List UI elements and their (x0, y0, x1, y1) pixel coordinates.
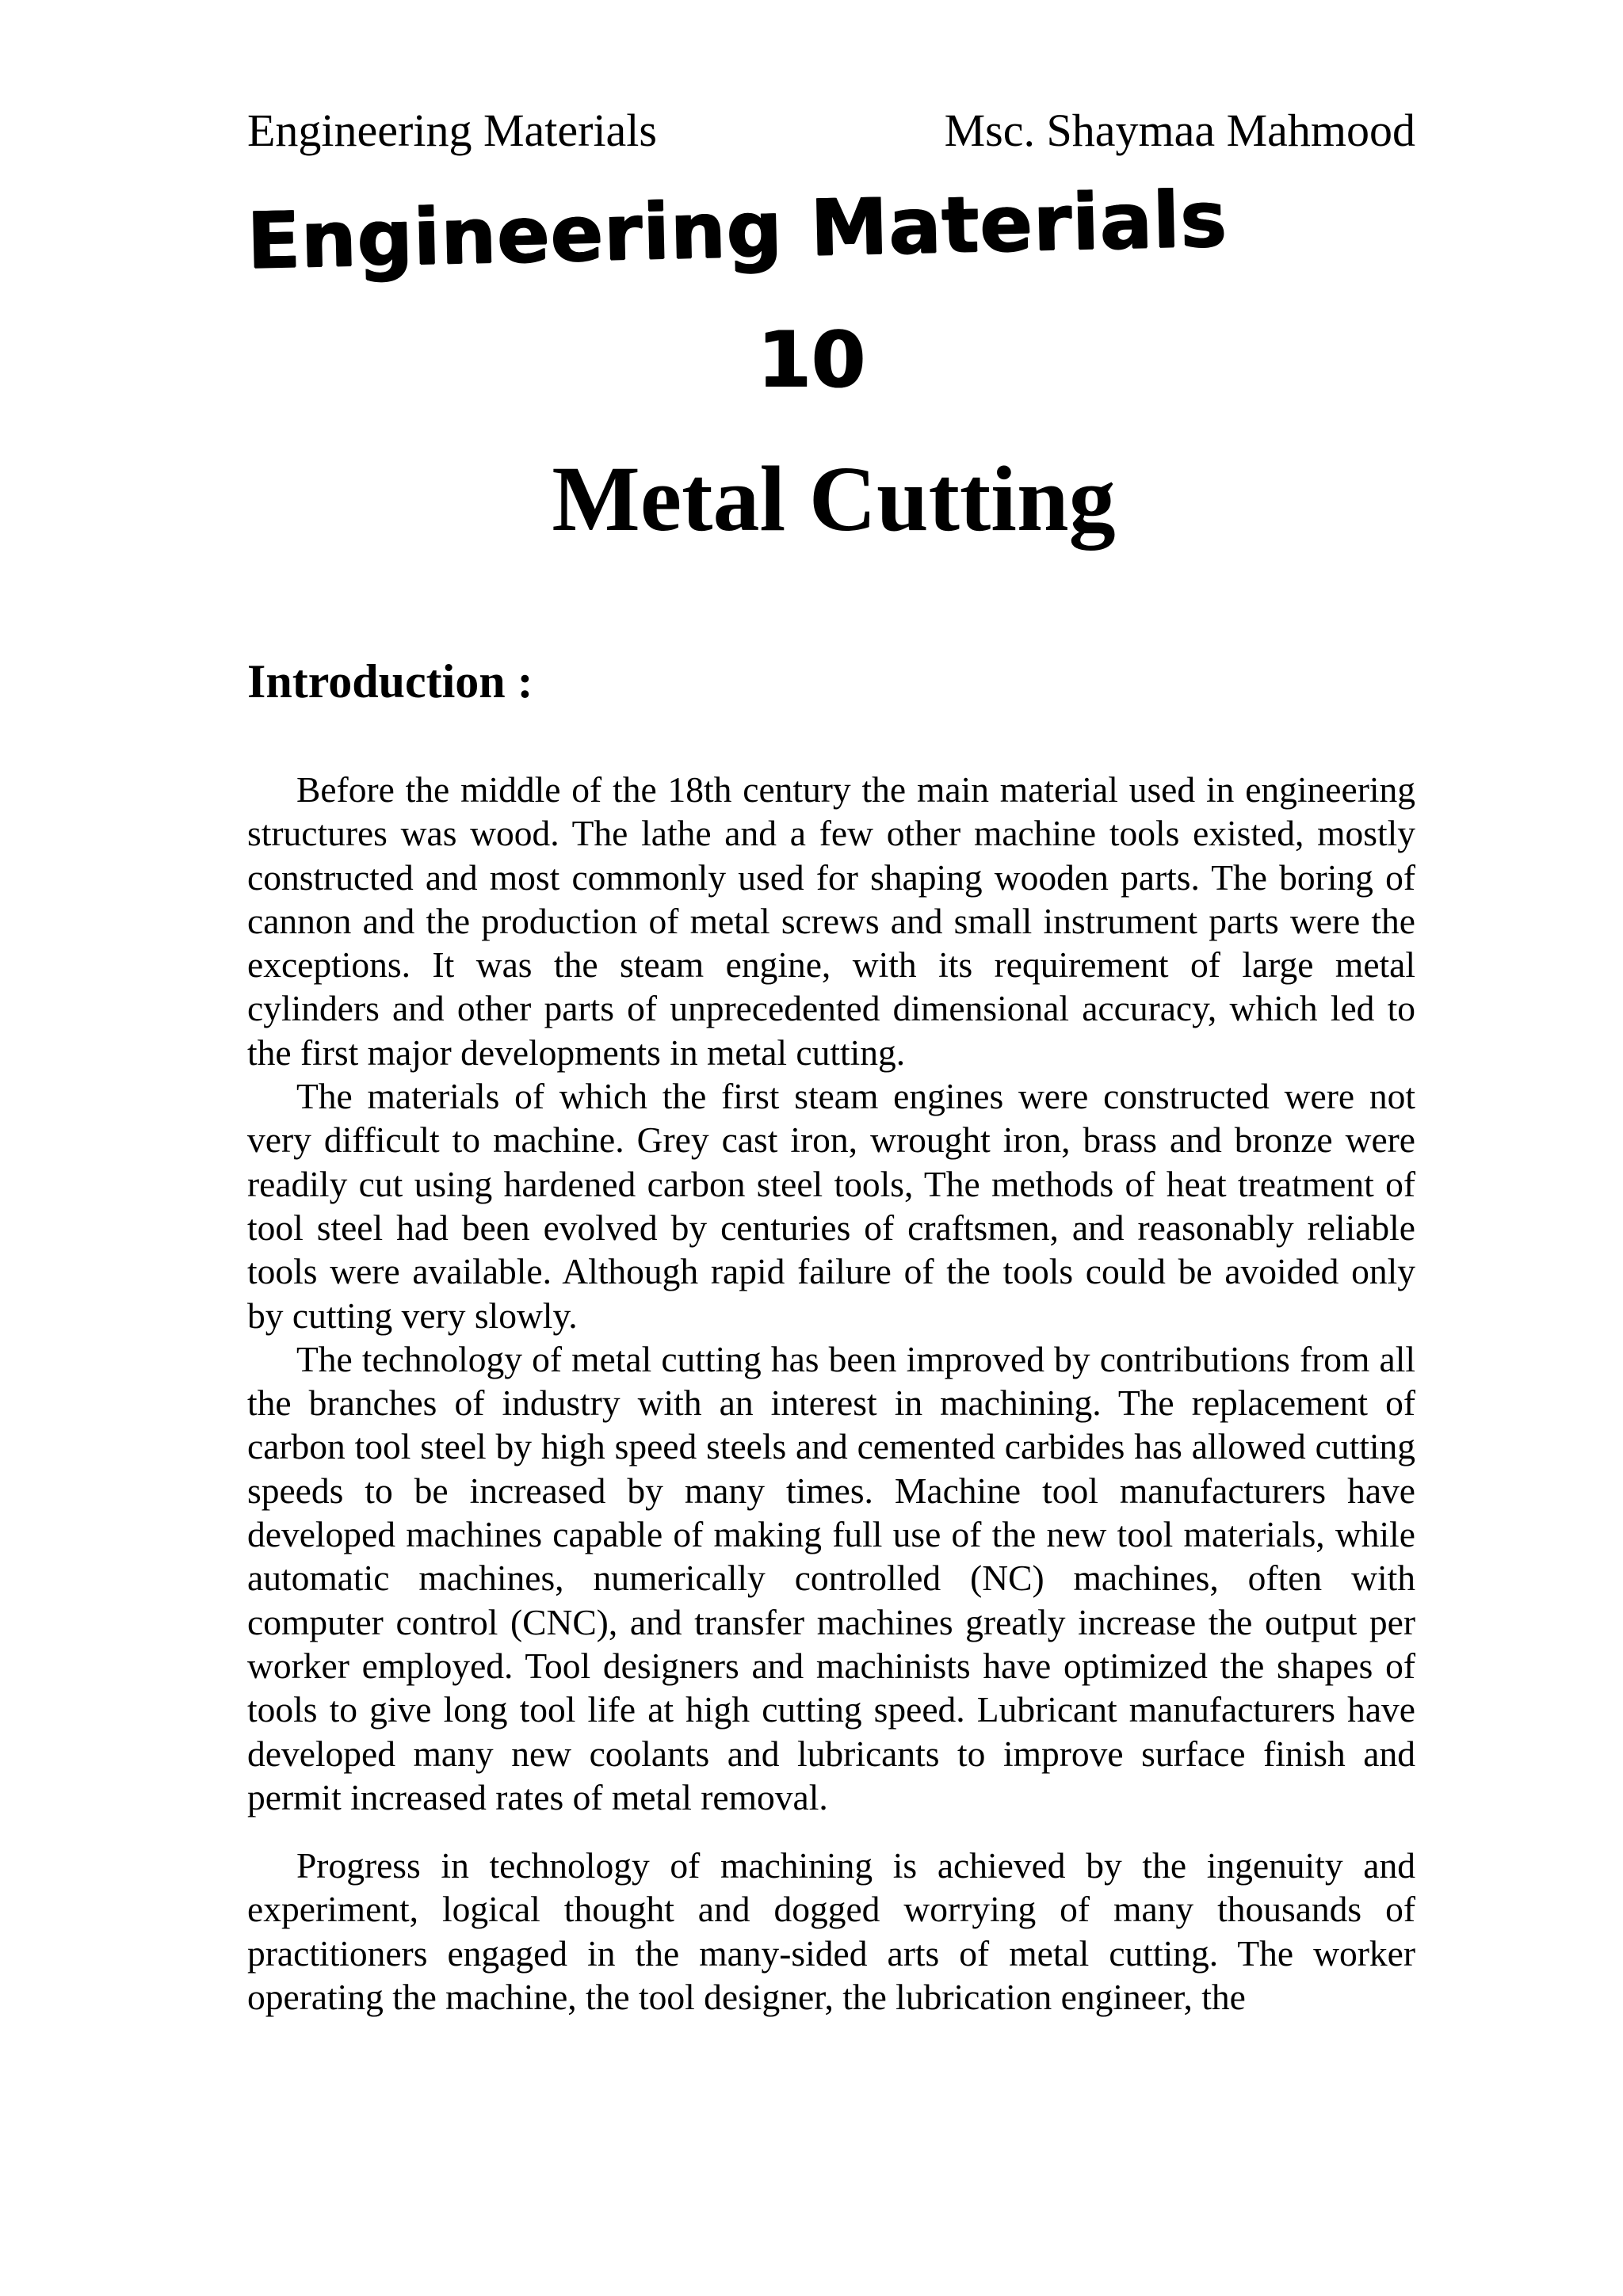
header-course-title: Engineering Materials (247, 105, 657, 156)
chapter-title (0, 444, 1623, 555)
body-text (247, 768, 1415, 2019)
running-header (247, 99, 1415, 162)
chapter-number (0, 313, 1623, 408)
paragraph: Before the middle of the 18th century the main material used in engineering structures was wood. The lathe and a few other machine tools existed, mostly constructed and most commonly used for shaping wooden parts. The boring of cannon and the production of metal screws and small instrument parts were the exceptions. It was the steam engine, with its requirement of large metal cylinders and other parts of unprecedented dimensional accuracy, which led to the first major developments in metal cutting. (247, 769, 1415, 1073)
paragraph: Progress in technology of machining is achieved by the ingenuity and experiment, logical thought and dogged worrying of many thousands of practitioners engaged in the many-sided arts of metal cutting. The worker operating the machine, the tool designer, the lubrication engineer, the (247, 1845, 1415, 2018)
paragraph: The materials of which the first steam engines were constructed were not very difficult to machine. Grey cast iron, wrought iron, brass and bronze were readily cut using hardened carbon steel tools, The methods of heat treatment of tool steel had been evolved by centuries of craftsmen, and reasonably reliable tools were available. Although rapid failure of the tools could be avoided only by cutting very slowly. (247, 1076, 1415, 1336)
paragraph: The technology of metal cutting has been improved by contributions from all the branches of industry with an interest in machining. The replacement of carbon tool steel by high speed steels and cemented carbides has allowed cutting speeds to be increased by many times. Machine tool manufacturers have developed machines capable of making full use of the new tool materials, while automatic machines, numerically controlled (NC) machines, often with computer control (CNC), and transfer machines greatly increase the output per worker employed. Tool designers and machinists have optimized the shapes of tools to give long tool life at high cutting speed. Lubricant manufacturers have developed many new coolants and lubricants to improve surface finish and permit increased rates of metal removal. (247, 1338, 1415, 1817)
section-heading: Introduction : (247, 655, 533, 707)
chapter-number-text: 10 (757, 315, 866, 406)
chapter-title-text: Metal Cutting (552, 447, 1116, 551)
header-author: Msc. Shaymaa Mahmood (944, 105, 1415, 156)
document-title: Engineering Materials (246, 174, 1229, 287)
